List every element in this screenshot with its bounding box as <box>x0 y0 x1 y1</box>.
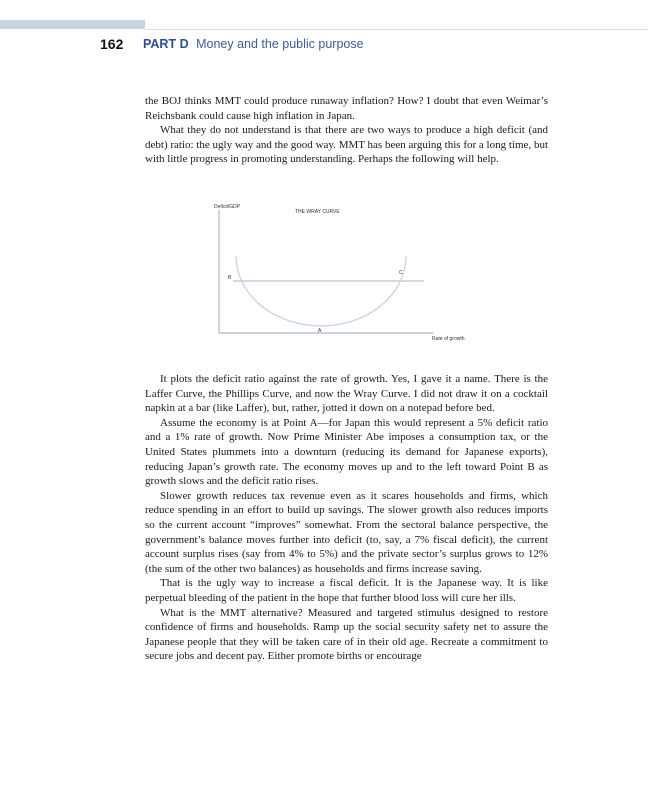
header-band <box>0 20 145 29</box>
paragraph: That is the ugly way to increase a fiscal deficit. It is the Japanese way. It is like perpetual bleeding of the patient in the hope that further blood loss will cure her ills. <box>145 577 548 604</box>
header-rule <box>145 29 648 30</box>
point-a-label: A <box>318 328 322 334</box>
paragraph: What they do not understand is that there are two ways to produce a high deficit (and debt) ratio: the ugly way and the good way. MMT has been arguing this for a long time, but with little progress in promoting understanding. Perhaps the following will help. <box>145 124 548 166</box>
paragraph: What is the MMT alternative? Measured and targeted stimulus designed to restore confidence of firms and households. Ramp up the social security safety net to assure the Japanese people that they will be taken care of in their old age. Recreate a commitment to secure jobs and decent pay. Either promote births or encourage <box>145 606 548 663</box>
part-label: PART D <box>143 37 189 51</box>
wray-curve-figure <box>208 200 488 350</box>
y-axis-label: Deficit/GDP <box>214 204 241 210</box>
wray-curve <box>236 256 406 326</box>
figure-title: THE WRAY CURVE <box>295 209 340 215</box>
running-head <box>143 37 364 51</box>
body-text-top <box>145 94 548 167</box>
body-text-bottom <box>145 372 548 664</box>
point-c-label: C <box>399 270 403 276</box>
wray-curve-graphic <box>208 200 488 350</box>
x-axis-label: Rate of growth <box>432 336 465 342</box>
point-b-label: B <box>228 275 232 281</box>
paragraph: It plots the deficit ratio against the rate of growth. Yes, I gave it a name. There is the Laffer Curve, the Phillips Curve, and now the Wray Curve. I did not draw it on a cocktail napkin at a bar (like Laffer), but, rather, jotted it down on a notepad before bed. <box>145 373 548 415</box>
page-number: 162 <box>100 36 124 52</box>
part-title: Money and the public purpose <box>196 37 364 51</box>
paragraph: Slower growth reduces tax revenue even as it scares households and firms, which reduce spending in an effort to build up savings. The slower growth also reduces imports so the current account “improves” somewhat. From the sectoral balance perspective, the government’s balance moves further into deficit (to, say, a 7% fiscal deficit), the current account surplus rises (say from 4% to 5%) and the private sector’s surplus grows to 12% (the sum of the other two balances) as households and firms increase saving. <box>145 489 548 575</box>
paragraph: Assume the economy is at Point A—for Japan this would represent a 5% deficit ratio and a 1% rate of growth. Now Prime Minister Abe imposes a consumption tax, or the United States plummets into a downturn (reducing its demand for Japanese exports), reducing Japan’s growth rate. The economy moves up and to the left toward Point B as growth slows and the deficit ratio rises. <box>145 416 548 488</box>
paragraph: the BOJ thinks MMT could produce runaway inflation? How? I doubt that even Weimar’s Reichsbank could cause high inflation in Japan. <box>145 95 548 122</box>
